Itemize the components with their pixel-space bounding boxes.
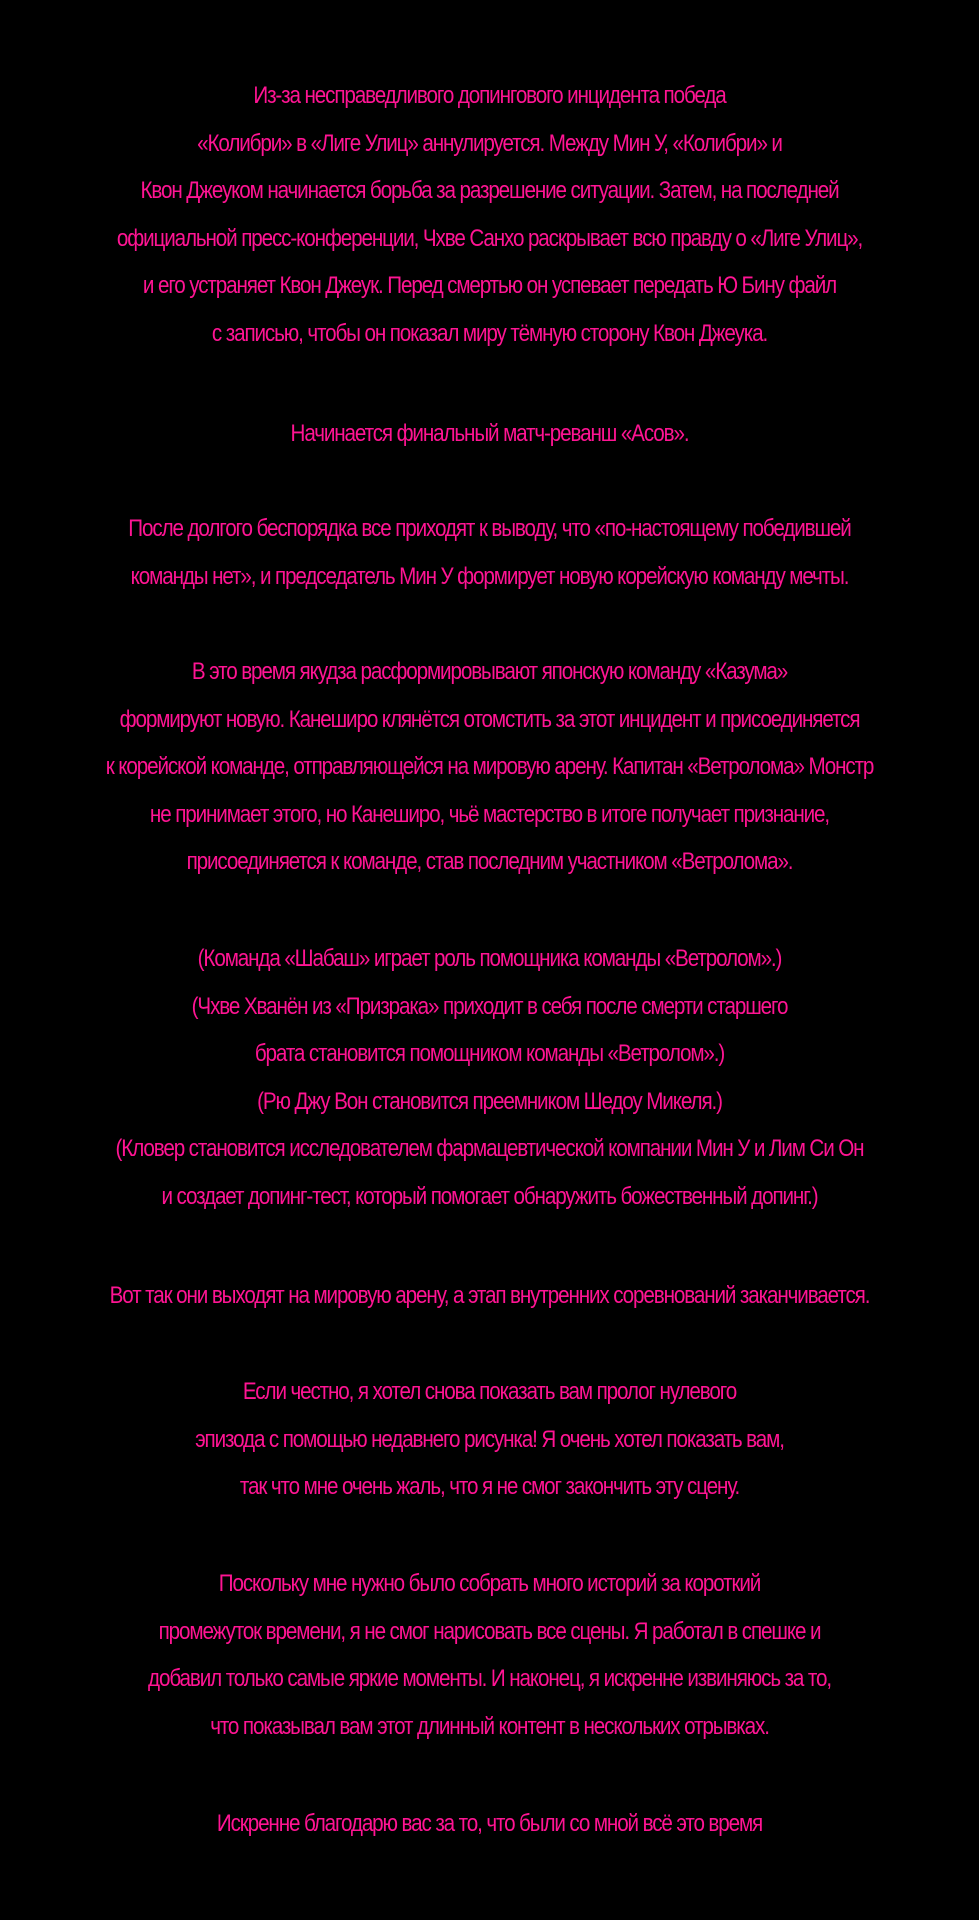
paragraph-dream-team	[77, 505, 902, 600]
text-line: брата становится помощником команды «Ветролом».)	[254, 1040, 725, 1067]
text-line: присоединяется к команде, став последним участником «Ветролома».	[186, 848, 793, 875]
text-line: так что мне очень жаль, что я не смог закончить эту сцену.	[239, 1473, 740, 1500]
text-line: Из-за несправедливого допингового инцидента победа	[253, 82, 726, 109]
paragraph-summary	[77, 72, 902, 357]
text-line: команды нет», и председатель Мин У формирует новую корейскую команду мечты.	[130, 562, 849, 590]
text-line: Поскольку мне нужно было собрать много историй за короткий	[218, 1570, 761, 1597]
text-line: с записью, чтобы он показал миру тёмную сторону Квон Джеука.	[211, 319, 768, 347]
paragraph-final-match	[77, 410, 902, 458]
text-line: и создает допинг-тест, который помогает обнаружить божественный допинг.)	[161, 1182, 818, 1210]
text-line: Искренне благодарю вас за то, что были со мной всё это время	[216, 1810, 763, 1837]
text-line: Вот так они выходят на мировую арену, а этап внутренних соревнований заканчивается.	[109, 1282, 870, 1309]
text-line: После долгого беспорядка все приходят к выводу, что «по-настоящему победившей	[128, 515, 851, 542]
text-line: «Колибри» в «Лиге Улиц» аннулируется. Между Мин У, «Колибри» и	[197, 129, 782, 157]
paragraph-apology	[77, 1560, 902, 1750]
paragraph-thanks	[77, 1800, 902, 1848]
text-line: В это время якудза расформировывают японскую команду «Казума»	[191, 658, 788, 685]
paragraph-kaneshiro	[77, 648, 902, 886]
text-line: (Чхве Хванён из «Призрака» приходит в себя после смерти старшего	[191, 992, 788, 1020]
paragraph-side-notes	[77, 935, 902, 1220]
text-line: не принимает этого, но Канеширо, чьё мастерство в итоге получает признание,	[149, 800, 830, 828]
text-line: формируют новую. Канеширо клянётся отомстить за этот инцидент и присоединяется	[119, 705, 860, 733]
text-line: официальной пресс-конференции, Чхве Санхо раскрывает всю правду о «Лиге Улиц»,	[116, 224, 863, 252]
paragraph-prologue	[77, 1368, 902, 1511]
text-line: (Рю Джу Вон становится преемником Шедоу Микеля.)	[257, 1087, 722, 1115]
text-line: Если честно, я хотел снова показать вам пролог нулевого	[242, 1378, 737, 1405]
text-line: добавил только самые яркие моменты. И наконец, я искренне извиняюсь за то,	[148, 1665, 831, 1692]
text-line: эпизода с помощью недавнего рисунка! Я очень хотел показать вам,	[195, 1425, 784, 1453]
text-line: что показывал вам этот длинный контент в нескольких отрывках.	[210, 1712, 769, 1740]
text-line: промежуток времени, я не смог нарисовать все сцены. Я работал в спешке и	[158, 1617, 821, 1645]
text-line: Квон Джеуком начинается борьба за разрешение ситуации. Затем, на последней	[140, 177, 839, 204]
text-line: и его устраняет Квон Джеук. Перед смертью он успевает передать Ю Бину файл	[142, 272, 837, 299]
text-line: Начинается финальный матч-реванш «Асов».	[290, 420, 689, 447]
text-line: (Команда «Шабаш» играет роль помощника команды «Ветролом».)	[197, 945, 782, 972]
text-line: (Кловер становится исследователем фармацевтической компании Мин У и Лим Си Он	[115, 1135, 864, 1162]
paragraph-world-arena	[77, 1272, 902, 1320]
text-line: к корейской команде, отправляющейся на мировую арену. Капитан «Ветролома» Монстр	[105, 753, 874, 780]
